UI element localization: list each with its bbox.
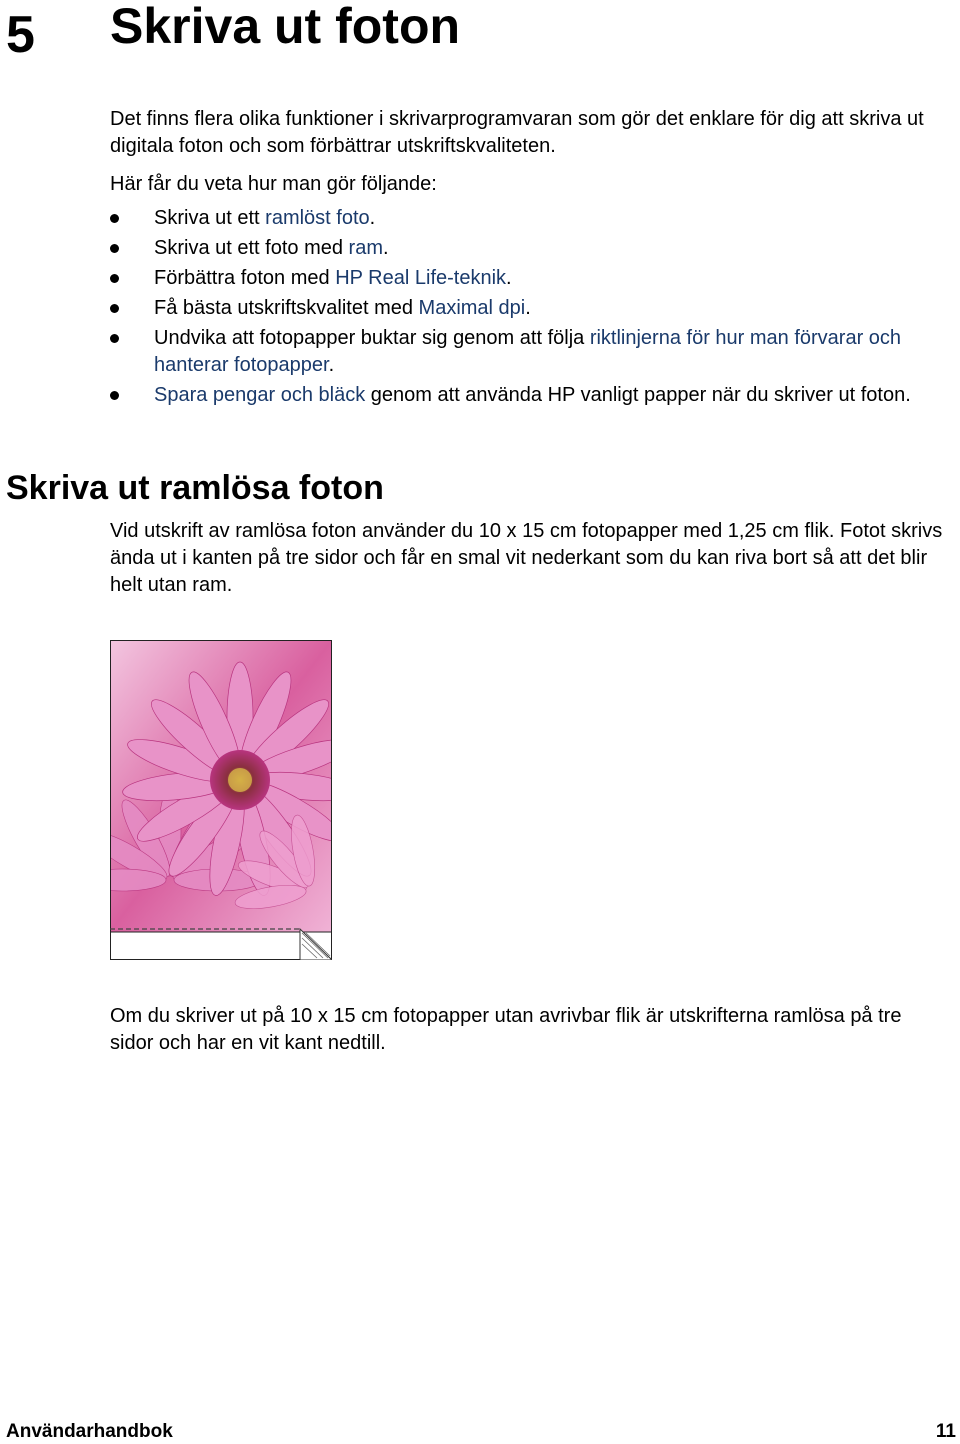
bullet-icon bbox=[110, 304, 119, 313]
chapter-number: 5 bbox=[6, 6, 35, 64]
photo-flower-icon bbox=[110, 640, 332, 960]
list-item: Undvika att fotopapper buktar sig genom att följa riktlinjerna för hur man förvarar och hanterar fotopapper. bbox=[110, 325, 950, 379]
page-number: 11 bbox=[935, 1421, 956, 1442]
link-save-money-ink[interactable]: Spara pengar och bläck bbox=[154, 384, 366, 406]
list-item: Förbättra foton med HP Real Life-teknik. bbox=[110, 265, 950, 292]
bullet-icon bbox=[110, 391, 119, 400]
bullet-icon bbox=[110, 274, 119, 283]
list-item: Spara pengar och bläck genom att använda HP vanligt papper när du skriver ut foton. bbox=[110, 382, 950, 409]
section-title: Skriva ut ramlösa foton bbox=[6, 469, 384, 507]
list-item: Skriva ut ett foto med ram. bbox=[110, 235, 950, 262]
link-frame[interactable]: ram bbox=[348, 237, 383, 259]
link-maximum-dpi[interactable]: Maximal dpi bbox=[418, 297, 526, 319]
footer-manual-name: Användarhandbok bbox=[6, 1421, 173, 1442]
link-real-life-technology[interactable]: HP Real Life-teknik bbox=[335, 267, 507, 289]
chapter-title: Skriva ut foton bbox=[110, 0, 461, 54]
bullet-icon bbox=[110, 334, 119, 343]
link-borderless-photo[interactable]: ramlöst foto bbox=[265, 207, 370, 229]
after-figure-paragraph: Om du skriver ut på 10 x 15 cm fotopapper utan avrivbar flik är utskrifterna ramlösa på tre sidor och har en vit kant nedtill. bbox=[110, 1005, 902, 1054]
bullet-icon bbox=[110, 214, 119, 223]
list-item: Få bästa utskriftskvalitet med Maximal dpi. bbox=[110, 295, 950, 322]
borderless-photo-illustration bbox=[110, 640, 332, 960]
section-paragraph: Vid utskrift av ramlösa foton använder du 10 x 15 cm fotopapper med 1,25 cm flik. Fotot skrivs ända ut i kanten på tre sidor och får en smal vit nederkant som du kan riva bort så att det blir helt utan ram. bbox=[110, 520, 943, 596]
link-photo-paper-guidelines[interactable]: riktlinjerna för hur man förvarar och hanterar fotopapper bbox=[154, 327, 902, 376]
feature-list bbox=[110, 205, 950, 412]
intro-lead: Här får du veta hur man gör följande: bbox=[110, 173, 437, 195]
list-item: Skriva ut ett ramlöst foto. bbox=[110, 205, 950, 232]
bullet-icon bbox=[110, 244, 119, 253]
intro-paragraph: Det finns flera olika funktioner i skrivarprogramvaran som gör det enklare för dig att skriva ut digitala foton och som förbättrar utskriftskvaliteten. bbox=[110, 108, 924, 157]
